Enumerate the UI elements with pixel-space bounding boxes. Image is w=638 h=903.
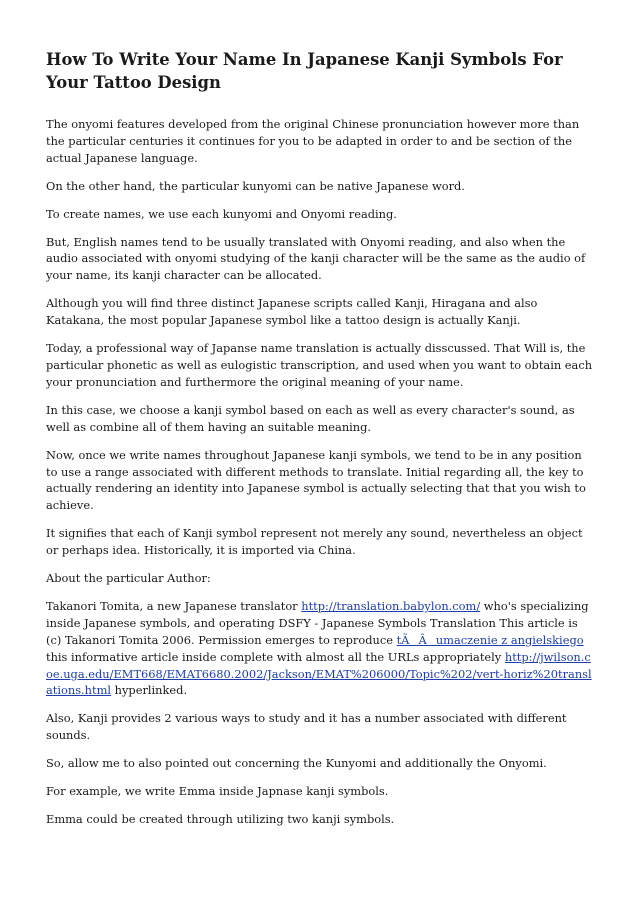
paragraph-translation-way: Today, a professional way of Japanse name translation is actually disscussed. That Will is, the particular phonetic as well as eulogistic transcription, and used when you want to obtain each your pronunciation and furthermore the original meaning of your name. xyxy=(46,341,593,389)
author-bio-text-1: Takanori Tomita, a new Japanese translator xyxy=(46,598,302,613)
paragraph-english-names: But, English names tend to be usually translated with Onyomi reading, and also when the audio associated with onyomi studying of the kanji character will be the same as the audio of your name, its kanji character can be allocated. xyxy=(46,234,586,283)
paragraph-emma-two-kanji: Emma could be created through utilizing two kanji symbols. xyxy=(46,812,395,826)
page-title: How To Write Your Name In Japanese Kanji Symbols For Your Tattoo Design xyxy=(46,50,563,92)
paragraph-create-names: To create names, we use each kunyomi and Onyomi reading. xyxy=(46,206,397,221)
author-bio-text-2: who's specializing inside Japanese symbols, and operating DSFY - Japanese Symbols Translation This article is (c) Takanori Tomita 2006. Permission emerges to reproduce xyxy=(46,598,589,647)
paragraph-onyomi-origin: The onyomi features developed from the original Chinese pronunciation however more than the particular centuries it continues for you to be adapted in order to and be section of the actual Japanese language. xyxy=(46,117,580,165)
paragraph-kunyomi-onyomi: So, allow me to also pointed out concerning the Kunyomi and additionally the Onyomi. xyxy=(46,756,547,771)
paragraph-kanji-sound: In this case, we choose a kanji symbol based on each as well as every character's sound, as well as combine all of them having an suitable meaning. xyxy=(46,402,575,434)
paragraph-translate-methods: Now, once we write names throughout Japanese kanji symbols, we tend to be in any position to use a range associated with different methods to translate. Initial regarding all, the key to actually rendering an identity into Japanese symbol is actually selecting that that you wish to achieve. xyxy=(46,447,586,513)
paragraph-emma-example: For example, we write Emma inside Japnase kanji symbols. xyxy=(46,784,389,799)
link-babylon-translation[interactable]: http://translation.babylon.com/ xyxy=(301,598,481,613)
paragraph-kunyomi-native: On the other hand, the particular kunyomi can be native Japanese word. xyxy=(46,178,465,193)
link-jwilson-translations[interactable]: http://jwilson.coe.uga.edu/EMT668/EMAT6680.2002/Jackson/EMAT%206000/Topic%202/vert-horiz%20translations.html xyxy=(46,649,592,698)
paragraph-kanji-two-ways: Also, Kanji provides 2 various ways to study and it has a number associated with different sounds. xyxy=(46,711,567,743)
paragraph-about-author: About the particular Author: xyxy=(46,571,211,586)
author-bio-text-3: this informative article inside complete with almost all the URLs appropriately xyxy=(46,649,505,664)
paragraph-kanji-meaning: It signifies that each of Kanji symbol represent not merely any sound, nevertheless an object or perhaps idea. Historically, it is imported via China. xyxy=(46,526,583,558)
paragraph-three-scripts: Although you will find three distinct Japanese scripts called Kanji, Hiragana and also Katakana, the most popular Japanese symbol like a tattoo design is actually Kanji. xyxy=(46,296,538,328)
paragraph-author-bio xyxy=(46,598,594,699)
author-bio-text-4: hyperlinked. xyxy=(111,683,188,698)
link-tlumaczenie[interactable]: tÃÂumaczenie z angielskiego xyxy=(396,632,584,647)
